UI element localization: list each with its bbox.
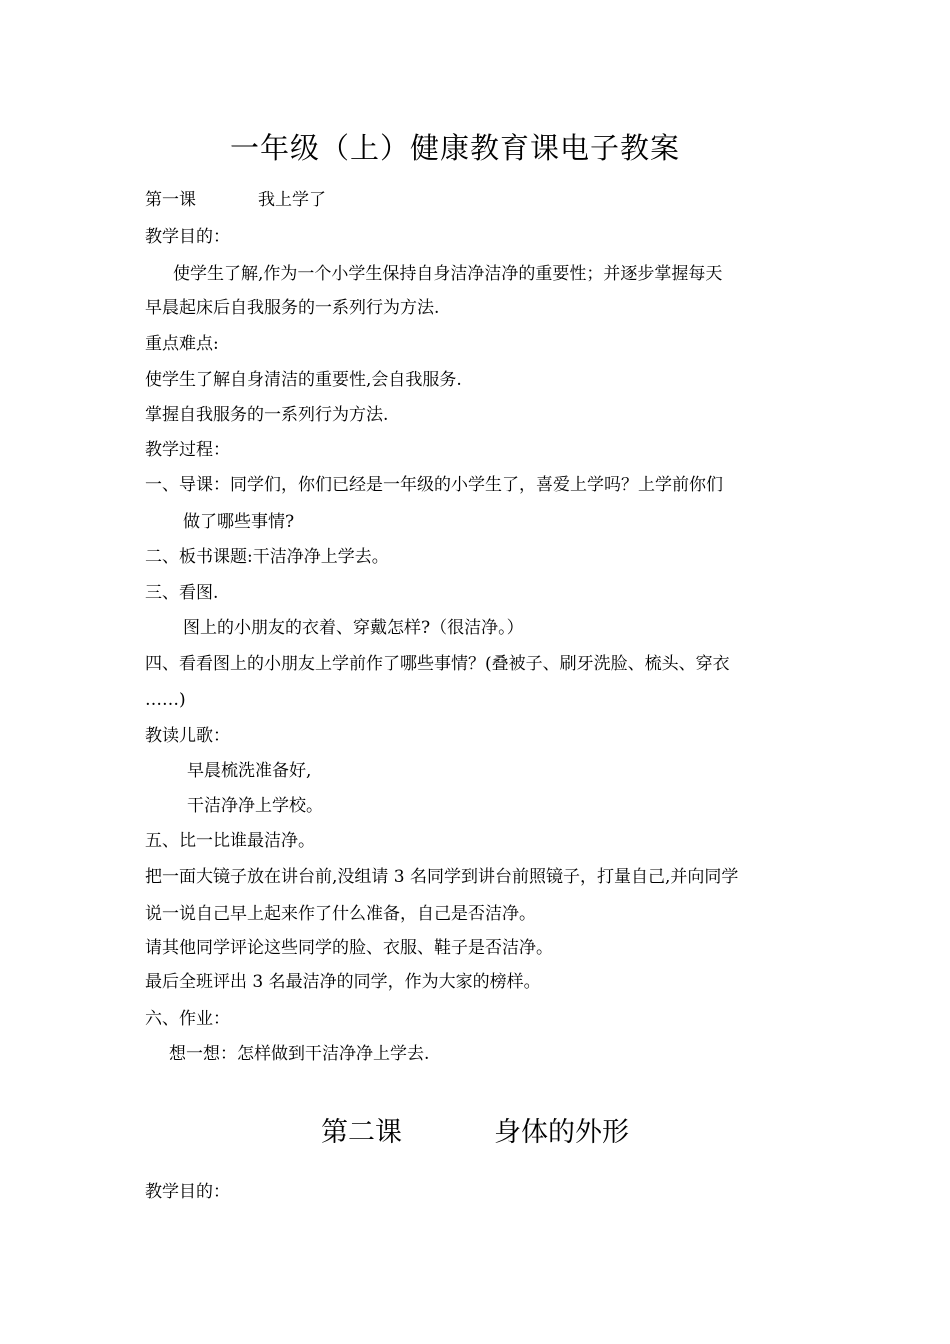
lesson1-name: 我上学了 xyxy=(258,190,326,210)
key-point-1: 使学生了解自身清洁的重要性,会自我服务. xyxy=(145,370,462,390)
rhyme-label: 教读儿歌： xyxy=(145,726,230,746)
step1-line1: 一、导课：同学们，你们已经是一年级的小学生了，喜爱上学吗？上学前你们 xyxy=(145,475,723,495)
step5-line4: 最后全班评出 3 名最洁净的同学，作为大家的榜样。 xyxy=(145,972,541,992)
lesson2-name: 身体的外形 xyxy=(494,1117,629,1148)
step4-line1: 四、看看图上的小朋友上学前作了哪些事情？(叠被子、刷牙洗脸、梳头、穿衣 xyxy=(145,654,730,674)
step5-line1: 把一面大镜子放在讲台前,没组请 3 名同学到讲台前照镜子，打量自己,并向同学 xyxy=(145,867,739,887)
key-points-label: 重点难点: xyxy=(145,334,219,354)
document-title: 一年级（上）健康教育课电子教案 xyxy=(229,131,680,165)
objective-label: 教学目的： xyxy=(145,227,230,247)
step3-detail: 图上的小朋友的衣着、穿戴怎样?（很洁净。） xyxy=(183,618,524,638)
step3: 三、看图. xyxy=(145,583,219,603)
lesson2-heading xyxy=(0,1113,950,1153)
step4-line2: ……) xyxy=(145,690,186,710)
step5: 五、比一比谁最洁净。 xyxy=(145,831,315,851)
lesson1-number: 第一课 xyxy=(145,190,196,210)
objective-text-line2: 早晨起床后自我服务的一系列行为方法. xyxy=(145,298,440,318)
lesson2-number: 第二课 xyxy=(321,1117,402,1148)
homework: 想一想：怎样做到干洁净净上学去. xyxy=(169,1044,430,1064)
objective-text-line1: 使学生了解,作为一个小学生保持自身洁净洁净的重要性；并逐步掌握每天 xyxy=(173,264,723,284)
rhyme-line2: 干洁净净上学校。 xyxy=(187,796,323,816)
key-point-2: 掌握自我服务的一系列行为方法. xyxy=(145,405,389,425)
process-label: 教学过程： xyxy=(145,440,230,460)
step2: 二、板书课题:干洁净净上学去。 xyxy=(145,547,389,567)
rhyme-line1: 早晨梳洗准备好, xyxy=(187,761,312,781)
step5-line2: 说一说自己早上起来作了什么准备，自己是否洁净。 xyxy=(145,904,536,924)
step5-line3: 请其他同学评论这些同学的脸、衣服、鞋子是否洁净。 xyxy=(145,938,553,958)
step6: 六、作业： xyxy=(145,1009,230,1029)
lesson2-objective-label: 教学目的： xyxy=(145,1182,230,1202)
step1-line2: 做了哪些事情? xyxy=(183,512,295,532)
lesson1-heading xyxy=(145,188,815,212)
